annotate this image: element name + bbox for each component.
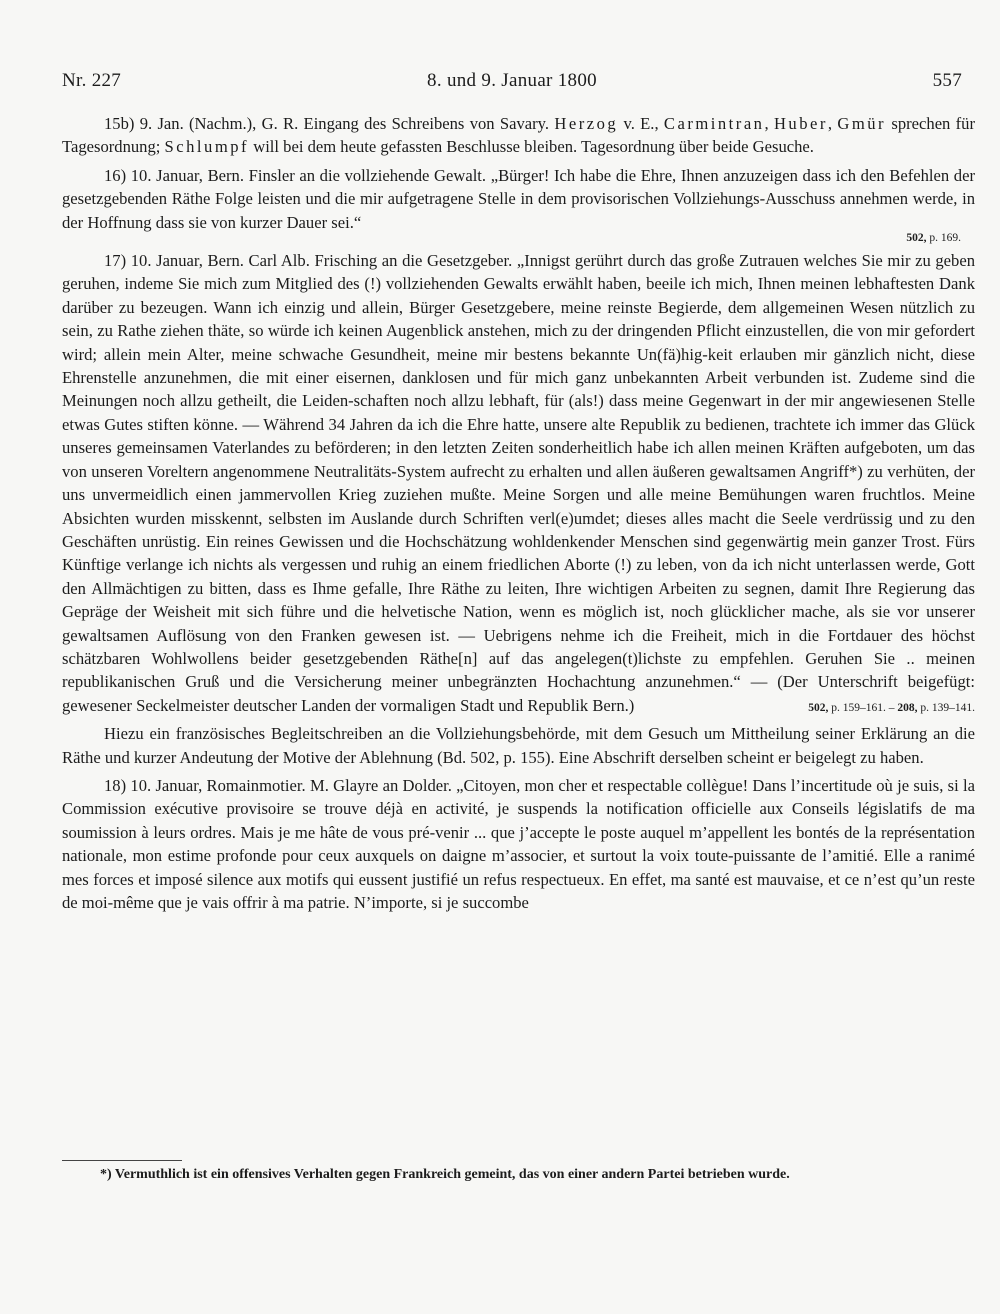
page-number: 557 [932, 70, 962, 91]
ref-pages: p. 159–161. – [828, 701, 898, 714]
text-run: sprechen für Tagesordnung; [62, 114, 976, 157]
footnote: *) Vermuthlich ist ein offensives Verhalten gegen Frankreich gemeint, das von einer andern Partei betrieben wurde. [100, 1167, 790, 1182]
entry-paragraph: 18) 10. Januar, Romainmotier. M. Glayre an Dolder. „Citoyen, mon cher et respectable collègue! Dans l’incertitude où je suis, si la Commission exécutive provisoire se trouve déjà en activité, je suspends la notification officielle aux Conseils législatifs de ma soumission à leurs ordres. Mais je me hâte de vous pré-venir ... que j’accepte le poste auquel m’appellent les bontés de la représentation nationale, mon estime profonde pour ceux auxquels on daigne m’associer, et surtout la voix toute-puissante de l’amitié. Elle a ranimé mes forces et imposé silence aux motifs qui eussent justifié un refus respectueux. En effet, ma santé est mauvaise, et ce n’est qu’un reste de moi-même que je vais offrir à ma patrie. N’importe, si je succombe [62, 775, 975, 912]
ref-volume: 502, [808, 701, 829, 714]
footnote-divider [62, 1160, 182, 1161]
page-body [62, 112, 975, 919]
spaced-name: Gmür [837, 114, 887, 133]
spaced-name: Schlumpf [164, 137, 250, 157]
entry-paragraph [62, 249, 975, 717]
spaced-name: Herzog [554, 114, 619, 133]
entry-18 [62, 774, 975, 914]
ref-volume: 502, [906, 232, 927, 245]
entry-paragraph: Hiezu ein französisches Begleitschreiben an die Vollziehungsbehörde, mit dem Gesuch um Mittheilung seiner Erklärung an die Räthe und kurzer Andeutung der Motive der Ablehnung (Bd. 502, p. 155). Eine Abschrift derselben scheint er beigelegt zu haben. [62, 724, 975, 767]
text-run: will bei dem heute gefassten Beschlusse bleiben. Tagesordnung über beide Gesuche. [249, 137, 814, 157]
document-number: Nr. 227 [62, 70, 122, 91]
source-reference [766, 697, 975, 720]
entry-paragraph: 16) 10. Januar, Bern. Finsler an die vollziehende Gewalt. „Bürger! Ich habe die Ehre, Ihnen anzuzeigen dass ich den Befehlen der gesetzgebenden Räthe Folge leisten und die mir aufgetragene Stelle in dem provisorischen Vollziehungs-Ausschuss annehmen werde, in der Hoffnung dass sie von kurzer Dauer sei.“ [62, 165, 975, 232]
entry-17 [62, 249, 975, 717]
entry-15b [62, 112, 975, 159]
running-header [62, 70, 962, 94]
entry-paragraph [62, 112, 975, 159]
entry-text: 17) 10. Januar, Bern. Carl Alb. Frisching an die Gesetzgeber. „Innigst gerührt durch das große Zutrauen welches Sie mir zu geben geruhen, indeme Sie mich zum Mitglied des (!) vollziehenden Gewalts erwählt haben, beeile ich mich, Ihnen meinen lebhaftesten Dank darüber zu bezeugen. Wann ich einzig und allein, Bürger Gesetzgebere, meine reinste Begierde, dem allgemeinen Wesen nützlich zu sein, zu Rathe ziehen thäte, so würde ich keinen Augenblick anstehen, mich zu der dringenden Pflicht einzustellen, die von mir gefordert wird; allein mein Alter, meine schwache Gesundheit, meine mir bestens bekannte Un(fä)hig-keit erlauben mir gänzlich nicht, diese Ehrenstelle anzunehmen, die mit einer eisernen, danklosen und für mich ganz unbekannten Arbeit verbunden ist. Zudeme sind die Meinungen noch allzu getheilt, die Leiden-schaften noch allzu lebhaft, für (als!) dass meine Gegenwart in der mir angewiesenen Stelle etwas Gutes stiften könne. — Während 34 Jahren da ich die Ehre hatte, unsere alte Republik zu bedienen, trachtete ich immer das Glück unseres gemeinsamen Vaterlandes zu beförderen; in den letzten Zeiten sonderheitlich habe ich allen meinen Kräften aufgeboten, um das von unseren Voreltern angenommene Neutralitäts-System aufrecht zu erhalten und allen äußeren gewaltsamen Angriff*) zu verhüten, der uns unvermeidlich einen jammervollen Krieg zuziehen mußte. Meine Sorgen und alle meine Bemühungen waren fruchtlos. Meine Absichten wurden misskennt, selbsten im Auslande durch Schriften verl(e)umdet; dieses alles macht die Seele verdrüssig und zu den Geschäften unrüstig. Ein reines Gewissen und die Hochschätzung wohldenkender Menschen sind gegenwärtig mein ganzer Trost. Fürs Künftige verlange ich nichts als vergessen und ruhig an einem friedlichen Aborte (!) zu leben, von da ich nicht unterlassen werde, Gott den Allmächtigen zu bitten, dass es Ihme gefalle, Ihre Räthe zu leiten, Ihre wichtigen Arbeiten zu segnen, damit Ihre Regierung das Gepräge der Weisheit mit sich führe und die helvetische Nation, wenn es möglich ist, noch glücklicher mache, als sie vor unserer gewaltsamen Auflösung von den Franken gewesen ist. — Uebrigens nehme ich die Freiheit, mich in die Fortdauer des höchst schätzbaren Wohlwollens beider gesetzgebenden Räthe[n] auf das angelegen(t)lichste zu empfehlen. Geruhen Sie .. meinen republikanischen Gruß und die Versicherung meiner unbegränzten Hochachtung anzunehmen.“ — (Der Unterschrift beigefügt: gewesener Seckelmeister deutscher Landen der vormaligen Stadt und Republik Bern.) [62, 251, 975, 715]
text-run: , [764, 114, 774, 133]
ref-volume: 208, [897, 701, 918, 714]
text-run: v. E., [618, 114, 664, 133]
spaced-name: Carmintran [663, 114, 765, 133]
text-run: , [827, 114, 838, 133]
spaced-name: Huber [773, 114, 828, 133]
ref-pages: p. 139–141. [917, 701, 975, 714]
entry-16 [62, 164, 975, 244]
header-date: 8. und 9. Januar 1800 [427, 70, 597, 91]
ref-pages: p. 169. [926, 232, 961, 245]
entry-17-note [62, 722, 975, 769]
text-run: 15b) 9. Jan. (Nachm.), G. R. Eingang des Schreibens von Savary. [104, 114, 555, 133]
